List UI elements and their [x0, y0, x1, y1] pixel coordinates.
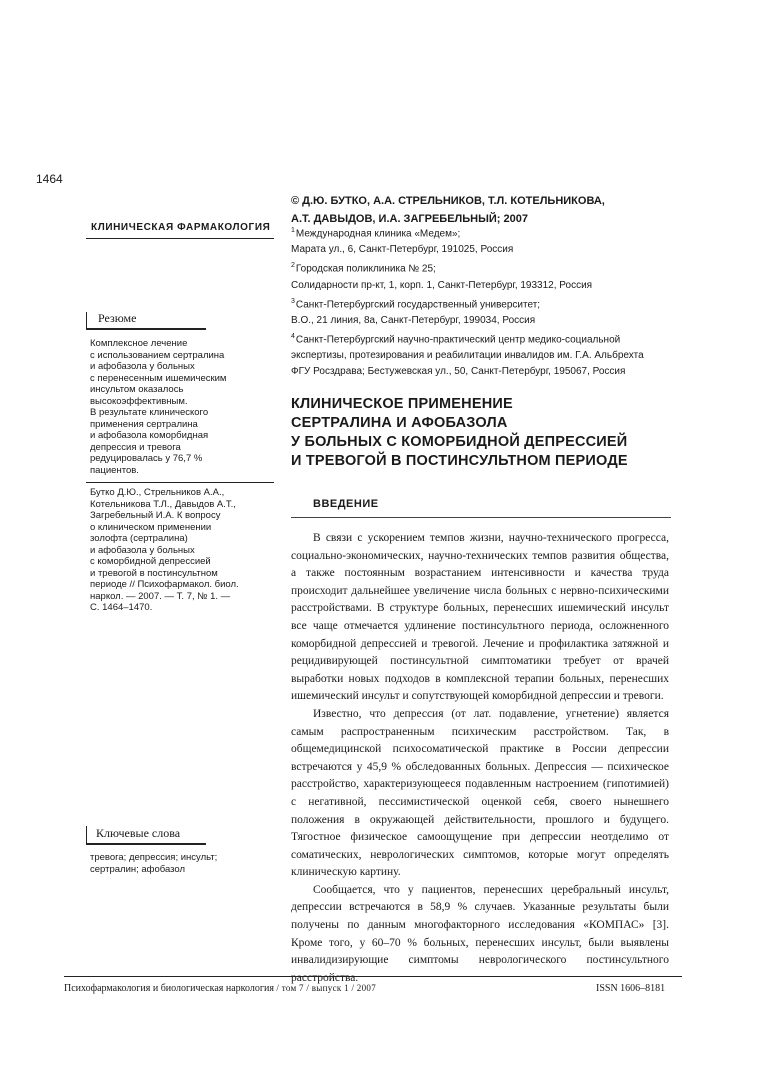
affiliation-line [291, 364, 691, 380]
abstract-line: и афобазола коморбидная [90, 430, 209, 441]
page-number: 1464 [36, 172, 63, 186]
resume-rule [86, 328, 206, 330]
resume-border [86, 312, 87, 329]
affiliation-line [291, 313, 691, 329]
keywords-rule [86, 843, 206, 845]
title-line: СЕРТРАЛИНА И АФОБАЗОЛА [291, 415, 508, 431]
affiliation-text: Санкт-Петербургский государственный университет; [295, 298, 541, 310]
affiliation-text: Международная клиника «Медем»; [295, 228, 461, 240]
affiliation-text: Городская поликлиника № 25; [295, 263, 436, 275]
affiliation-marker: 4 [291, 332, 295, 340]
affiliation-text: ФГУ Росздрава; Бестужевская ул., 50, Санкт-Петербург, 195067, Россия [291, 366, 626, 378]
affiliation-line [291, 223, 691, 242]
abstract-line: пациентов. [90, 464, 139, 476]
affiliation-marker: 2 [291, 262, 295, 270]
section-label: КЛИНИЧЕСКАЯ ФАРМАКОЛОГИЯ [91, 222, 271, 233]
footer-journal [64, 983, 376, 994]
intro-rule [291, 517, 671, 518]
abstract-line: применения сертралина [90, 418, 198, 430]
citation-line: золофта (сертралина) [90, 533, 188, 544]
citation-line: о клиническом применении [90, 521, 212, 533]
title-line: КЛИНИЧЕСКОЕ ПРИМЕНЕНИЕ [291, 396, 513, 412]
abstract-line: Комплексное лечение [90, 338, 188, 349]
affiliations [291, 223, 691, 380]
citation [90, 487, 280, 614]
citation-line: с коморбидной депрессией [90, 556, 211, 567]
abstract-line: с перенесенным ишемическим [90, 372, 227, 384]
abstract-divider [86, 482, 274, 483]
citation-line: Котельникова Т.Л., Давыдов А.Т., [90, 498, 236, 510]
affiliation-text: В.О., 21 линия, 8а, Санкт-Петербург, 199034, Россия [291, 314, 536, 326]
keywords-border [86, 826, 87, 843]
affiliation-marker: 1 [291, 227, 295, 234]
affiliation-text: Солидарности пр-кт, 1, корп. 1, Санкт-Петербург, 193312, Россия [291, 279, 593, 291]
body-paragraph: Сообщается, что у пациентов, перенесших церебральный инсульт, депрессии встречаются в 58,9 % случаев. Указанные результаты были получены по данным многофакторного исследования «КОМПАС» [3]. Кроме того, у 60–70 % больных, перенесших инсульт, были выявлены инвалидизирующие симптомы неврологического постинсультного расстройства. [291, 883, 669, 984]
citation-line: и тревогой в постинсультном [90, 567, 218, 579]
abstract-line: высокоэффективным. [90, 395, 188, 407]
keywords-line: тревога; депрессия; инсульт; [90, 852, 218, 863]
affiliation-line [291, 258, 691, 277]
issue-meta: / том 7 / выпуск 1 / 2007 [276, 983, 376, 993]
authors-line: А.Т. ДАВЫДОВ, И.А. ЗАГРЕБЕЛЬНЫЙ; 2007 [291, 213, 528, 225]
body-text [291, 530, 669, 987]
article-title [291, 395, 691, 471]
affiliation-marker: 3 [291, 297, 295, 305]
citation-line: периоде // Психофармакол. биол. [90, 579, 239, 590]
affiliation-line [291, 294, 691, 313]
body-paragraph: Известно, что депрессия (от лат. подавление, угнетение) является самым распространенным психическим расстройством. Так, в общемедицинской психосоматической практике в России депрессии встречаются у 45,9 % обследованных больных. Депрессия — психическое расстройство, характеризующееся подавленным настроением (гипотимией) с негативной, пессимистической оценкой себя, своего нынешнего положения в окружающей действительности, прошлого и будущего. Тягостное физическое самоощущение при депрессии неотделимо от соматических, неврологических симптомов, которые могут определять клиническую картину. [291, 707, 669, 879]
title-line: И ТРЕВОГОЙ В ПОСТИНСУЛЬТНОМ ПЕРИОДЕ [291, 453, 628, 469]
abstract-line: В результате клинического [90, 407, 209, 418]
affiliation-line [291, 348, 691, 364]
citation-line: Загребельный И.А. К вопросу [90, 510, 221, 521]
citation-line: наркол. — 2007. — Т. 7, № 1. — [90, 590, 231, 602]
citation-line: С. 1464–1470. [90, 602, 153, 613]
footer-issn: ISSN 1606–8181 [596, 983, 666, 994]
abstract [90, 338, 280, 476]
abstract-line: с использованием сертралина [90, 349, 225, 361]
footer-rule [64, 976, 682, 977]
keywords-title: Ключевые слова [96, 826, 181, 840]
affiliation-line [291, 242, 691, 258]
section-rule [86, 238, 274, 239]
keywords-line: сертралин; афобазол [90, 863, 186, 875]
intro-heading: ВВЕДЕНИЕ [313, 498, 379, 510]
authors-line: © Д.Ю. БУТКО, А.А. СТРЕЛЬНИКОВ, Т.Л. КОТЕЛЬНИКОВА, [291, 195, 605, 207]
abstract-line: редуцировалась у 76,7 % [90, 453, 203, 464]
affiliation-text: Санкт-Петербургский научно-практический центр медико-социальной [295, 334, 621, 346]
citation-line: и афобазола у больных [90, 544, 195, 556]
title-line: У БОЛЬНЫХ С КОМОРБИДНОЙ ДЕПРЕССИЕЙ [291, 434, 628, 450]
affiliation-text: экспертизы, протезирования и реабилитации инвалидов им. Г.А. Альбрехта [291, 350, 644, 362]
abstract-line: инсультом оказалось [90, 384, 184, 395]
citation-line: Бутко Д.Ю., Стрельников А.А., [90, 487, 225, 498]
abstract-line: и афобазола у больных [90, 361, 195, 372]
keywords [90, 852, 280, 875]
affiliation-text: Марата ул., 6, Санкт-Петербург, 191025, Россия [291, 244, 514, 256]
resume-title: Резюме [98, 311, 137, 325]
journal-name: Психофармакология и биологическая наркология [64, 983, 274, 994]
affiliation-line [291, 278, 691, 294]
body-paragraph: В связи с ускорением темпов жизни, научно-технического прогресса, социально-экономических, научно-технических темпов развития общества, а также постоянным возрастанием интенсивности и качества труда происходит дальнейшее увеличение числа больных с нервно-психическими расстройствами. В структуре больных, перенесших ишемический инсульт все чаще отмечается удлинение постинсультного периода, осложненного коморбидной депрессией и тревогой. Лечение и профилактика затяжной и рецидивирующей постинсультной симптоматики требует от врачей выработки новых подходов в комплексной терапии больных, перенесших ишемический инсульт и сопутствующей коморбидной депрессии и тревоги. [291, 532, 669, 703]
affiliation-line [291, 329, 691, 348]
abstract-line: депрессия и тревога [90, 441, 181, 453]
